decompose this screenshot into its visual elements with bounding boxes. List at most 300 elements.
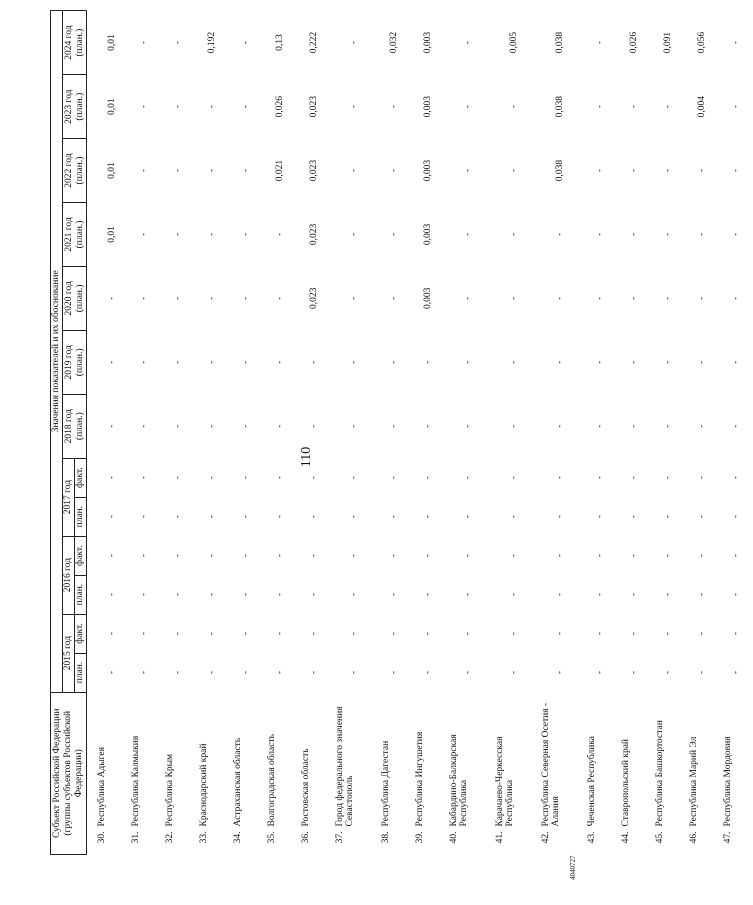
value-cell: - [663,631,673,636]
value-cell: - [731,168,741,173]
value-cell: 0,021 [275,159,285,182]
value-cell: - [423,360,433,364]
value-cell: - [139,476,149,480]
table-row [617,11,651,855]
value-cell: - [663,515,673,519]
value-cell: - [663,424,673,428]
value-cell: - [241,554,251,558]
value-cell: - [595,515,605,519]
value-cell: - [241,105,251,109]
row-number: 37. [335,831,345,844]
value-cell: - [663,232,673,237]
value-cell: - [697,631,707,636]
value-cell: - [555,592,565,597]
value-cell: - [275,631,285,636]
value-cell: - [349,476,359,480]
value-cell: - [423,515,433,519]
value-cell: - [423,554,433,558]
value-cell: 0,003 [423,223,433,246]
value-cell: 0,023 [309,287,319,310]
value-cell: - [423,424,433,428]
value-cell: - [463,105,473,109]
document-code: 4040727 [569,855,577,880]
value-cell: - [207,476,217,480]
year-2018-header: 2018 год (план.) [63,394,87,458]
value-cell: - [241,476,251,480]
value-cell: - [139,592,149,597]
value-cell: - [173,424,183,428]
value-cell: - [697,592,707,597]
region-name: Волгоградская область [267,734,277,827]
value-cell: - [463,168,473,173]
value-cell: - [241,296,251,300]
value-cell: - [349,424,359,428]
table-row [263,11,297,855]
table-row [161,11,195,855]
value-cell: - [629,360,639,364]
row-number: 34. [233,831,243,844]
page-number: 110 [299,446,314,468]
value-cell: - [107,592,117,597]
value-cell: - [241,168,251,173]
value-cell: - [107,670,117,675]
region-name: Чеченская Республика [587,735,597,827]
value-cell: - [241,631,251,636]
value-cell: - [509,631,519,636]
region-name: Краснодарский край [199,743,209,827]
value-cell: - [423,476,433,480]
value-cell: - [595,670,605,675]
region-name: Республика Дагестан [381,740,391,827]
value-cell: - [389,168,399,173]
value-cell: 0,026 [275,95,285,118]
value-cell: - [207,105,217,109]
value-cell: - [595,476,605,480]
year-2022-header: 2022 год (план.) [63,139,87,203]
row-number: 46. [689,831,699,844]
region-name: Республика Марий Эл [689,736,699,827]
value-cell: - [663,592,673,597]
value-cell: - [555,631,565,636]
value-cell: - [509,424,519,428]
value-cell: - [555,232,565,237]
region-name: Ставропольский край [621,739,631,827]
value-cell: - [241,41,251,45]
value-cell: - [629,296,639,300]
value-cell: 0,026 [629,31,639,54]
value-cell: - [349,232,359,237]
value-cell: - [349,41,359,45]
value-cell: - [207,670,217,675]
value-cell: - [389,296,399,300]
value-cell: 0,003 [423,31,433,54]
value-cell: - [275,296,285,300]
value-cell: - [241,670,251,675]
value-cell: - [389,424,399,428]
value-cell: - [509,232,519,237]
value-cell: - [595,360,605,364]
table-row [331,11,377,855]
value-cell: - [207,232,217,237]
table-row [583,11,617,855]
value-cell: - [423,670,433,675]
value-cell: - [731,232,741,237]
value-cell: - [107,515,117,519]
value-cell: - [629,515,639,519]
value-cell: - [173,168,183,173]
value-cell: - [309,360,319,364]
value-cell: 0,01 [107,226,117,243]
value-cell: - [509,360,519,364]
fact-2017-header: факт. [75,458,87,497]
region-name: Республика Башкортостан [655,720,665,827]
value-cell: - [463,424,473,428]
plan-2016-header: план. [75,575,87,614]
value-cell: - [697,360,707,364]
row-number: 47. [723,831,733,844]
table-row [685,11,719,855]
indicator-table [50,10,753,855]
value-cell: - [697,232,707,237]
value-cell: - [509,554,519,558]
value-cell: - [463,296,473,300]
value-cell: - [663,670,673,675]
value-cell: - [555,360,565,364]
value-cell: - [629,168,639,173]
value-cell: - [275,360,285,364]
value-cell: - [275,670,285,675]
value-cell: - [629,592,639,597]
value-cell: 0,038 [555,95,565,118]
value-cell: - [555,515,565,519]
value-cell: - [349,670,359,675]
value-cell: - [309,515,319,519]
value-cell: - [595,592,605,597]
value-cell: - [629,631,639,636]
value-cell: - [207,515,217,519]
year-2015-header: 2015 год [63,614,75,692]
value-cell: - [697,476,707,480]
value-cell: - [139,515,149,519]
table-row [377,11,411,855]
value-cell: - [241,232,251,237]
value-cell: - [509,670,519,675]
value-cell: - [595,41,605,45]
region-name: Астраханская область [233,737,243,827]
value-cell: - [697,515,707,519]
value-cell: 0,056 [697,31,707,54]
value-cell: 0,192 [207,31,217,54]
value-cell: - [275,515,285,519]
value-cell: - [731,592,741,597]
value-cell: - [241,360,251,364]
value-cell: - [509,515,519,519]
value-cell: - [349,168,359,173]
region-name: Республика Северная Осетия - Алания [541,702,561,827]
value-cell: - [107,476,117,480]
value-cell: - [139,105,149,109]
year-2020-header: 2020 год (план.) [63,266,87,330]
value-cell: - [207,554,217,558]
row-number: 36. [301,831,311,844]
value-cell: - [629,105,639,109]
row-number: 33. [199,831,209,844]
row-number: 40. [449,831,459,844]
table-row [445,11,491,855]
value-cell: - [731,670,741,675]
value-cell: - [139,424,149,428]
table-row [719,11,753,855]
value-cell: - [555,424,565,428]
value-cell: 0,01 [107,162,117,179]
value-cell: - [349,631,359,636]
value-cell: - [509,168,519,173]
indicators-header: Значения показателей и их обоснование [51,11,63,693]
value-cell: - [555,554,565,558]
value-cell: - [555,670,565,675]
value-cell: - [423,631,433,636]
row-number: 43. [587,831,597,844]
year-2017-header: 2017 год [63,458,75,536]
row-number: 32. [165,831,175,844]
value-cell: - [595,105,605,109]
value-cell: - [595,631,605,636]
value-cell: - [731,631,741,636]
year-2021-header: 2021 год (план.) [63,203,87,267]
year-2019-header: 2019 год (план.) [63,330,87,394]
value-cell: - [173,515,183,519]
value-cell: - [275,476,285,480]
value-cell: - [697,168,707,173]
value-cell: - [241,424,251,428]
value-cell: - [731,296,741,300]
value-cell: - [663,360,673,364]
value-cell: - [309,476,319,480]
row-number: 31. [131,831,141,844]
value-cell: 0,003 [423,287,433,310]
value-cell: - [663,105,673,109]
value-cell: - [423,592,433,597]
value-cell: - [349,592,359,597]
value-cell: - [463,476,473,480]
table-row [297,11,331,855]
value-cell: - [309,670,319,675]
region-name: Республика Калмыкия [131,735,141,827]
value-cell: - [349,554,359,558]
table-row [229,11,263,855]
value-cell: - [509,592,519,597]
value-cell: - [173,232,183,237]
value-cell: 0,003 [423,95,433,118]
value-cell: - [731,476,741,480]
value-cell: - [275,554,285,558]
value-cell: - [555,296,565,300]
value-cell: 0,005 [509,31,519,54]
value-cell: - [629,476,639,480]
region-name: Республика Крым [165,754,175,827]
value-cell: - [731,554,741,558]
value-cell: 0,091 [663,31,673,54]
value-cell: - [509,476,519,480]
value-cell: - [139,670,149,675]
value-cell: - [629,554,639,558]
value-cell: 0,01 [107,34,117,51]
value-cell: - [275,592,285,597]
value-cell: - [731,41,741,45]
fact-2015-header: факт. [75,614,87,653]
table-row [127,11,161,855]
value-cell: - [595,168,605,173]
table-row [491,11,537,855]
value-cell: - [173,592,183,597]
value-cell: 0,038 [555,159,565,182]
value-cell: - [107,631,117,636]
value-cell: - [663,296,673,300]
value-cell: - [697,554,707,558]
value-cell: - [107,554,117,558]
value-cell: - [139,232,149,237]
value-cell: - [173,360,183,364]
value-cell: - [139,360,149,364]
table-row [411,11,445,855]
region-name: Ростовская область [301,748,311,827]
value-cell: - [139,554,149,558]
value-cell: - [349,296,359,300]
value-cell: - [207,360,217,364]
value-cell: - [349,360,359,364]
value-cell: - [173,631,183,636]
value-cell: 0,023 [309,159,319,182]
value-cell: - [731,105,741,109]
value-cell: - [463,360,473,364]
subject-header: Субъект Российской Федерации (группы субъектов Российской Федерации) [51,692,87,854]
value-cell: - [173,296,183,300]
row-number: 30. [97,831,107,844]
value-cell: - [309,554,319,558]
value-cell: 0,032 [389,31,399,54]
value-cell: - [241,592,251,597]
value-cell: - [697,670,707,675]
value-cell: - [207,424,217,428]
value-cell: - [275,424,285,428]
row-number: 45. [655,831,665,844]
value-cell: 0,038 [555,31,565,54]
value-cell: - [663,476,673,480]
value-cell: - [107,296,117,300]
value-cell: - [241,515,251,519]
table-row [87,11,128,855]
value-cell: - [731,515,741,519]
value-cell: - [173,105,183,109]
value-cell: - [555,476,565,480]
value-cell: 0,023 [309,95,319,118]
plan-2015-header: план. [75,653,87,692]
value-cell: - [389,476,399,480]
table-row [651,11,685,855]
value-cell: - [389,232,399,237]
value-cell: - [595,424,605,428]
value-cell: - [139,41,149,45]
value-cell: - [107,424,117,428]
value-cell: - [139,631,149,636]
year-2023-header: 2023 год (план.) [63,75,87,139]
value-cell: - [629,670,639,675]
row-number: 42. [541,831,551,844]
table-row [195,11,229,855]
value-cell: - [107,360,117,364]
row-number: 35. [267,831,277,844]
plan-2017-header: план. [75,497,87,536]
region-name: Республика Ингушетия [415,731,425,827]
value-cell: - [139,296,149,300]
year-2016-header: 2016 год [63,536,75,614]
value-cell: - [463,670,473,675]
value-cell: - [463,41,473,45]
region-name: Кабардино-Балкарская Республика [449,734,469,827]
value-cell: - [349,515,359,519]
value-cell: - [173,41,183,45]
value-cell: - [663,554,673,558]
value-cell: - [463,515,473,519]
row-number: 38. [381,831,391,844]
value-cell: - [389,631,399,636]
value-cell: 0,13 [275,34,285,51]
value-cell: 0,003 [423,159,433,182]
row-number: 44. [621,831,631,844]
rotated-table-container [50,10,741,855]
value-cell: - [629,424,639,428]
value-cell: - [509,296,519,300]
value-cell: - [207,592,217,597]
row-number: 39. [415,831,425,844]
value-cell: - [389,360,399,364]
value-cell: - [731,360,741,364]
value-cell: - [697,296,707,300]
fact-2016-header: факт. [75,536,87,575]
value-cell: - [139,168,149,173]
value-cell: - [509,105,519,109]
value-cell: - [275,232,285,237]
value-cell: - [173,670,183,675]
value-cell: - [309,631,319,636]
value-cell: - [463,631,473,636]
value-cell: - [309,424,319,428]
value-cell: - [309,592,319,597]
value-cell: - [349,105,359,109]
row-number: 41. [495,831,505,844]
value-cell: 0,01 [107,98,117,115]
table-body [87,11,753,855]
value-cell: - [389,515,399,519]
value-cell: - [463,592,473,597]
value-cell: 0,023 [309,223,319,246]
value-cell: - [697,424,707,428]
value-cell: - [389,105,399,109]
value-cell: - [173,554,183,558]
value-cell: 0,222 [309,31,319,54]
value-cell: - [463,554,473,558]
region-name: Карачаево-Черкесская Республика [495,736,515,827]
region-name: Республика Мордовия [723,736,733,827]
value-cell: - [663,168,673,173]
value-cell: - [595,554,605,558]
value-cell: - [207,168,217,173]
value-cell: - [629,232,639,237]
region-name: Город федерального значения Севастополь [335,706,355,827]
value-cell: 0,004 [697,95,707,118]
value-cell: - [173,476,183,480]
value-cell: - [389,554,399,558]
